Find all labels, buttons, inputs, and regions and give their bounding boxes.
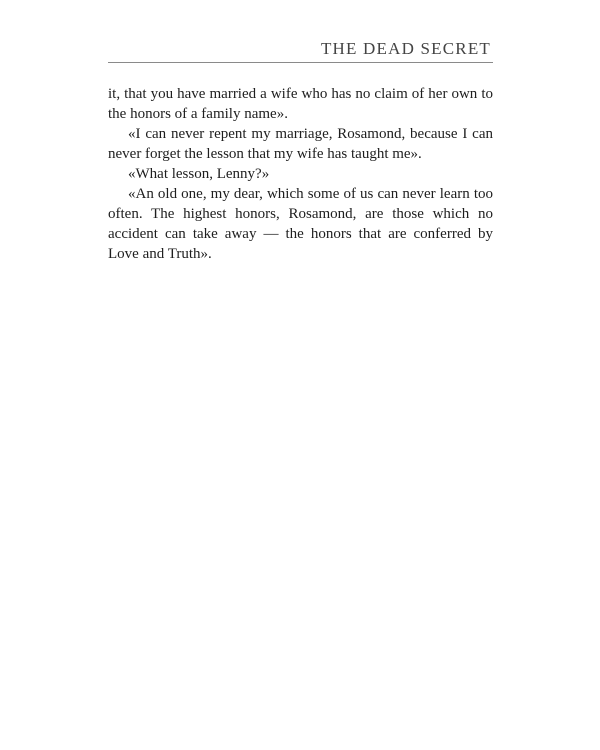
running-header <box>108 38 493 63</box>
paragraph-lenny-answer: «An old one, my dear, which some of us can never learn too often. The highest honors, Rosamond, are those which no accident can take away — the honors that are conferred by Love and Truth». <box>108 186 493 262</box>
running-title: THE DEAD SECRET <box>320 39 491 58</box>
paragraph-rosamond-question: «What lesson, Lenny?» <box>128 166 270 182</box>
paragraph-lenny-reply: «I can never repent my marriage, Rosamond, because I can never forget the lesson that my wife has taught me». <box>108 126 493 162</box>
text-block <box>108 84 493 264</box>
paragraph-continuation: it, that you have married a wife who has no claim of her own to the honors of a family name». <box>108 86 493 122</box>
